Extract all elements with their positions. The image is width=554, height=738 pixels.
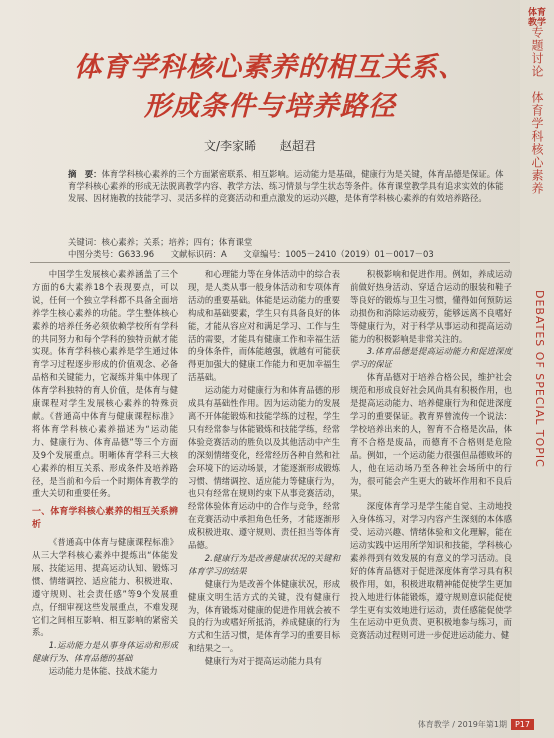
paragraph: 体育品德对于培养合格公民，维护社会规范和形成良好社会风尚具有积极作用，也是提高运动能力、培养健康行为和促进深度学习的重要保证。教育界曾流传一个说法：学校培养出来的人，智育不合格是次品，体育不合格是废品，而德育不合格则是危险品。例如，一个运动能力很强但品德败坏的人，他在运动场乃至各种社会场所中的行为，很可能会产生更大的破坏作用和不良后果。 — [350, 372, 512, 499]
meta-codes — [68, 248, 508, 260]
section-heading: 一、体育学科核心素养的相互关系辨析 — [32, 507, 178, 531]
abstract-label: 摘 要： — [68, 169, 102, 179]
subsection-heading: 1.运动能力是从事身体运动和形成健康行为、体育品德的基础 — [32, 640, 178, 664]
author-1: 文/李家睎 — [204, 139, 257, 153]
section-label: 专题讨论 体育学科核心素养 — [530, 26, 544, 195]
journal-info: 体育教学 / 2019年第1期 — [417, 720, 507, 729]
paragraph: 和心理能力等在身体活动中的综合表现，是人类从事一般身体活动和专项体育活动的重要基础。体能是运动能力的重要构成和基础要素，学生只有具备良好的体能，才能从容应对和满足学习、工作与生活的需要，才能具有健康工作和幸福生活的身体条件，而体能越强，就越有可能获得更加强大的健康工作能力和更加幸福生活基础。 — [188, 269, 340, 383]
paragraph: 中国学生发展核心素养涵盖了三个方面的6大素养18个表现要点，可以说，任何一个独立学科都不具备全面培养学生核心素养的功能。学生整体核心素养的培养任务必须依赖学校所有学科的共同努力和每个学科的独特贡献才能实现。体育学科核心素养是学生通过体育学习过程逐步形成的价值观念、必备品格和关键能力，它凝练并集中体现了体育学科独特的育人价值，是体育与健康课程对学生发展核心素养的特殊贡献。《普通高中体育与健康课程标准》将体育学科核心素养描述为“运动能力、健康行为、体育品德”等三个方面及9个发展重点。明晰体育学科三大核心素养的相互关系、形成条件及培养路径，是当前和今后一个时期体育教学的重大关切和重要任务。 — [32, 269, 178, 499]
section-label-english: DEBATES OF SPECIAL TOPIC — [533, 290, 546, 468]
page-footer — [418, 719, 534, 730]
paragraph: 运动能力对健康行为和体育品德的形成具有基础性作用。因为运动能力的发展离不开体能锻炼和技能学练的过程，学生只有经常参与体能锻炼和技能学练，经常体验竞赛活动的胜负以及其他活动中产生的深刻情绪变化，经常经历各种自然和社会环境下的运动场景，才能逐渐形成锻炼习惯、情绪调控、适应能力等健康行为，也只有经常在规则约束下从事竞赛活动，经常体验体育运动中的合作与竞争，经常在竞赛活动中承担角色任务，才能逐渐形成积极进取、遵守规则、责任担当等体育品德。 — [188, 385, 340, 551]
sidebar — [520, 0, 554, 738]
paragraph: 深度体育学习是学生能自觉、主动地投入身体练习，对学习内容产生深刻的本体感受、运动兴趣、情绪体验和文化理解，能在运动实践中运用所学知识和技能，学科核心素养得到有效发展的有意义的学习活动。良好的体育品德对于促进深度体育学习具有积极作用，如，积极进取精神能促使学生更加投入地进行体能锻炼，遵守规则意识能促使学生更有实效地进行运动，责任感能促使学生在运动中更负责、更积极地参与练习，而竞赛活动过程则可进一步促进运动能力、健 — [350, 501, 512, 641]
clc-number: 中图分类号：G633.96 — [68, 249, 155, 259]
paragraph: 积极影响和促进作用。例如，养成运动前做好热身活动、穿适合运动的服装和鞋子等良好的锻炼与卫生习惯，懂得如何预防运动损伤和消除运动疲劳，能够远离不良嗜好等健康行为，对于科学从事运动和提高运动能力的积极影响是非常关注的。 — [350, 269, 512, 344]
column-2 — [188, 268, 340, 668]
column-1 — [32, 268, 178, 678]
author-2: 赵超君 — [279, 139, 316, 153]
column-3 — [350, 268, 512, 642]
byline — [0, 137, 520, 154]
article-title-line2: 形成条件与培养路径 — [144, 91, 396, 122]
divider — [30, 262, 510, 263]
article-number: 文章编号：1005－2410（2019）01－0017－03 — [243, 249, 434, 259]
paragraph: 健康行为是改善个体健康状况，形成健康文明生活方式的关键，没有健康行为，体育锻炼对健康的促进作用就会被不良的行为或嗜好所抵消，养成健康的行为方式和生活习惯，是体育学习的重要目标和结果之一。 — [188, 578, 340, 654]
subsection-heading: 2.健康行为是改善健康状况的关键和体育学习的结果 — [188, 552, 340, 576]
paragraph: 健康行为对于提高运动能力具有 — [204, 656, 323, 667]
article-title-line1: 体育学科核心素养的相互关系、 — [74, 52, 466, 83]
document-code: 文献标识码：A — [170, 249, 227, 259]
section-tag: 体育教学 — [527, 8, 546, 28]
keywords: 关键词：核心素养；关系；培养；四有；体育课堂 — [68, 237, 253, 247]
abstract — [68, 168, 508, 205]
paragraph: 运动能力是体能、技战术能力 — [48, 666, 158, 677]
page-number: P17 — [511, 719, 534, 730]
subsection-heading: 3.体育品德是提高运动能力和促进深度学习的保证 — [350, 346, 512, 370]
abstract-text: 体育学科核心素养的三个方面紧密联系、相互影响。运动能力是基础，健康行为是关键，体育品德是保证。体育学科核心素养的形成无法脱离教学内容、教学方法、练习情景与学生状态等条件。体育课堂教学具有追求实效的体能发展、因材施教的技能学习、灵活多样的竞赛活动和重点激发的运动兴趣，是体育学科核心素养的有效培养路径。 — [68, 169, 504, 204]
article-meta — [68, 236, 508, 260]
paragraph: 《普通高中体育与健康课程标准》从三大学科核心素养中提炼出“体能发展、技能运用、提高运动认知、锻炼习惯、情绪调控、适应能力、积极进取、遵守规则、社会责任感”等9个发展重点，仔细审视这些发展重点，不难发现它们之间相互影响、相互影响的紧密关系。 — [32, 537, 178, 638]
